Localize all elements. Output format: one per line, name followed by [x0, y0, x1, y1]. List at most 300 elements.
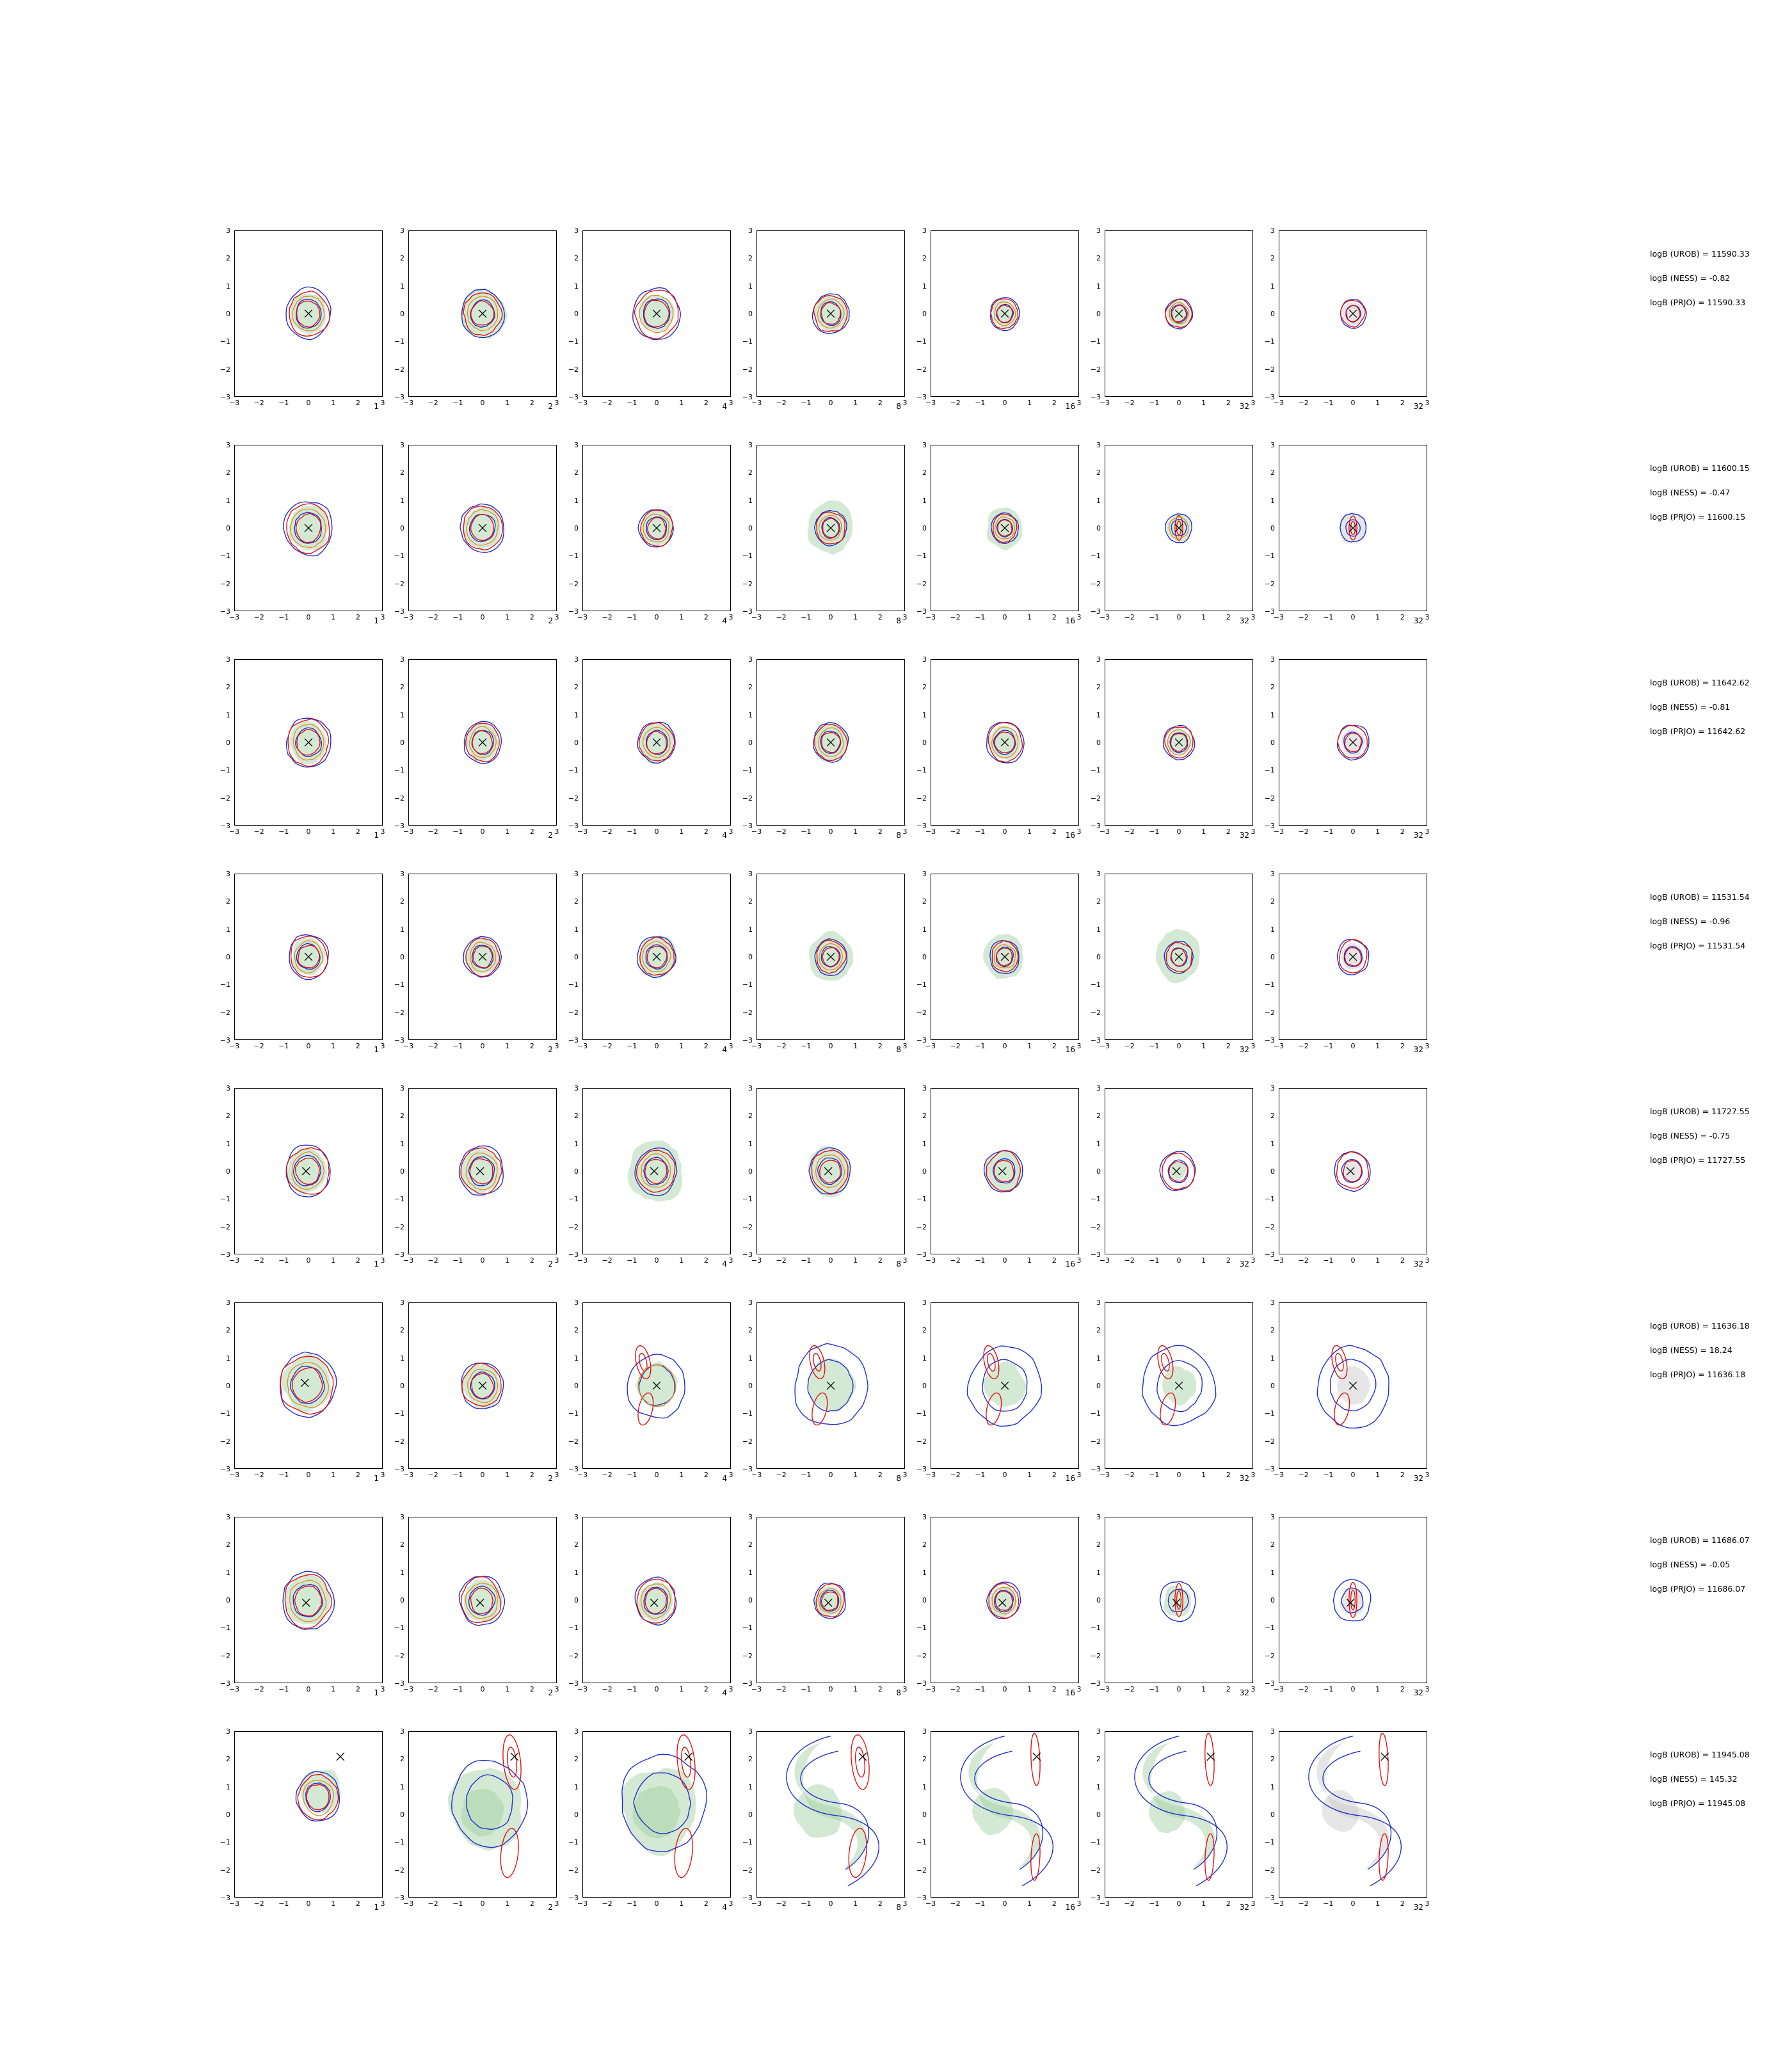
- true-value-marker: [511, 1753, 518, 1761]
- annotation-line: logB (UROB) = 11686.07: [1650, 1535, 1750, 1545]
- x-axis-ticks: [403, 1684, 559, 1695]
- x-tick-label: −3: [228, 1685, 240, 1693]
- plot-area: [234, 230, 383, 397]
- x-tickmark: [358, 396, 359, 397]
- y-tick-label: 1: [1270, 925, 1275, 934]
- x-tick-label: 1: [505, 1042, 510, 1050]
- x-tickmark: [931, 1039, 932, 1040]
- x-tick-label: 2: [1400, 1042, 1405, 1050]
- x-tickmark: [1105, 396, 1106, 397]
- x-tick-label: 1: [853, 1471, 858, 1479]
- y-tick-label: −3: [916, 822, 927, 830]
- x-tick-label: 0: [1350, 1471, 1356, 1479]
- y-tickmark: [582, 556, 583, 557]
- x-tickmark: [1030, 1039, 1031, 1040]
- y-tick-label: 0: [922, 1382, 927, 1390]
- x-tick-label: −1: [801, 1042, 812, 1050]
- x-tick-label: 2: [529, 1256, 534, 1265]
- x-tick-label: 2: [1226, 1685, 1231, 1693]
- x-tick-label: 3: [902, 1256, 908, 1265]
- x-tick-label: 1: [1027, 1900, 1032, 1908]
- x-tick-label: −3: [577, 613, 588, 621]
- y-tick-label: −2: [568, 579, 579, 588]
- x-tickmark: [508, 1468, 509, 1469]
- y-tick-label: −2: [742, 579, 753, 588]
- y-tick-label: 1: [748, 710, 753, 719]
- x-tick-label: 0: [1350, 828, 1356, 836]
- y-tick-label: −1: [916, 552, 927, 561]
- x-tick-label: 3: [728, 1256, 733, 1265]
- contour-panel: [385, 1084, 559, 1274]
- x-tick-label: −1: [452, 1471, 463, 1479]
- y-tickmark: [756, 370, 757, 371]
- x-tick-label: −3: [1099, 613, 1110, 621]
- x-axis-ticks: [577, 1256, 733, 1266]
- row-annotation: [1650, 1107, 1792, 1180]
- x-tick-label: 2: [877, 1042, 883, 1050]
- y-tick-label: −3: [394, 607, 404, 616]
- y-tick-label: 1: [922, 282, 927, 291]
- y-tick-label: −2: [568, 1437, 579, 1446]
- x-axis-ticks: [1273, 1899, 1430, 1909]
- panel-index-label: 16: [1065, 1260, 1075, 1268]
- y-tick-label: −2: [1090, 794, 1101, 803]
- x-tick-label: −2: [950, 399, 961, 407]
- y-tick-label: 1: [226, 1354, 230, 1363]
- y-tickmark: [756, 1116, 757, 1117]
- x-tickmark: [458, 1039, 459, 1040]
- y-tick-label: −1: [1090, 1624, 1101, 1633]
- y-tick-label: −1: [568, 1195, 579, 1204]
- y-tickmark: [408, 1199, 409, 1200]
- x-tick-label: −2: [1298, 828, 1309, 836]
- y-tick-label: 2: [1270, 1112, 1275, 1121]
- x-tick-label: 0: [1002, 1471, 1007, 1479]
- x-tickmark: [980, 1468, 981, 1469]
- y-tick-label: 2: [400, 683, 404, 692]
- x-tick-label: −3: [925, 1900, 936, 1908]
- x-tick-label: −3: [403, 1256, 414, 1265]
- y-tick-label: 2: [922, 1326, 927, 1335]
- y-tick-label: 3: [922, 1727, 927, 1736]
- x-tick-label: 1: [1027, 613, 1032, 621]
- x-tickmark: [483, 1897, 484, 1898]
- x-tick-label: 1: [1201, 1256, 1206, 1265]
- y-tick-label: 3: [1096, 1084, 1101, 1092]
- x-tickmark: [608, 825, 609, 826]
- y-tick-label: −1: [394, 1838, 404, 1847]
- x-tick-label: −1: [1323, 1900, 1334, 1908]
- x-tickmark: [682, 1897, 683, 1898]
- y-tick-label: 0: [748, 1167, 753, 1176]
- x-tick-label: −1: [975, 1042, 986, 1050]
- y-tick-label: 0: [1270, 1167, 1275, 1176]
- x-tick-label: 3: [1251, 828, 1256, 836]
- contour-panel: [1082, 1513, 1256, 1702]
- x-tick-label: 3: [1425, 1900, 1430, 1908]
- x-tick-label: −1: [278, 1471, 289, 1479]
- y-tick-label: 0: [226, 1596, 230, 1604]
- plot-area: [1279, 659, 1427, 826]
- x-tick-label: 1: [1027, 828, 1032, 836]
- y-tick-label: −3: [394, 1036, 404, 1044]
- y-tick-label: −1: [220, 552, 230, 561]
- x-tick-label: −1: [975, 613, 986, 621]
- plot-area: [1279, 230, 1427, 397]
- x-tickmark: [284, 1039, 285, 1040]
- x-tick-label: 2: [1226, 1471, 1231, 1479]
- x-tick-label: −3: [403, 828, 414, 836]
- x-tick-label: −2: [602, 1471, 612, 1479]
- x-tick-label: −2: [776, 1256, 787, 1265]
- annotation-line: logB (NESS) = -0.47: [1650, 488, 1731, 497]
- y-tickmark: [234, 985, 235, 986]
- y-tickmark: [582, 1545, 583, 1546]
- x-tickmark: [309, 1039, 310, 1040]
- y-tick-label: 3: [226, 1084, 230, 1092]
- x-tick-label: 0: [306, 1042, 311, 1050]
- plot-area: [756, 874, 905, 1040]
- x-tick-label: 1: [679, 1256, 684, 1265]
- y-tick-label: 2: [400, 1755, 404, 1764]
- y-tick-label: −3: [220, 1679, 230, 1688]
- panel-index-label: 2: [548, 1474, 553, 1483]
- y-tick-label: −3: [1264, 1251, 1275, 1259]
- y-tick-label: 2: [922, 1755, 927, 1764]
- y-tick-label: 0: [1270, 1382, 1275, 1390]
- x-tickmark: [1005, 1468, 1006, 1469]
- y-tick-label: 1: [922, 496, 927, 505]
- contour-panel: [733, 655, 908, 845]
- y-tick-label: 1: [922, 710, 927, 719]
- panel-index-label: 16: [1065, 1474, 1075, 1483]
- x-tickmark: [806, 396, 807, 397]
- contour-panel: [211, 1084, 385, 1274]
- y-tick-label: 3: [1096, 441, 1101, 449]
- x-tick-label: −1: [627, 1042, 637, 1050]
- x-tick-label: 0: [654, 1685, 659, 1693]
- y-tick-label: −2: [1090, 579, 1101, 588]
- y-tick-label: 1: [226, 1782, 230, 1791]
- y-tick-label: 3: [922, 655, 927, 664]
- y-tickmark: [582, 957, 583, 958]
- x-tickmark: [657, 1897, 658, 1898]
- y-tick-label: −1: [220, 337, 230, 346]
- annotation-line: logB (PRJO) = 11945.08: [1650, 1798, 1746, 1808]
- x-axis-ticks: [751, 1684, 908, 1695]
- panel-index-label: 8: [896, 1903, 901, 1912]
- plot-area: [1279, 1517, 1427, 1683]
- x-tick-label: −1: [1149, 1471, 1160, 1479]
- y-tick-label: 0: [226, 1811, 230, 1819]
- y-tick-label: −2: [742, 1651, 753, 1660]
- x-tickmark: [458, 1468, 459, 1469]
- x-tick-label: −1: [452, 1042, 463, 1050]
- panel-index-label: 2: [548, 616, 553, 625]
- x-tick-label: −2: [1124, 828, 1135, 836]
- y-tickmark: [582, 743, 583, 744]
- x-tick-label: 3: [1251, 613, 1256, 621]
- y-tick-label: 3: [1096, 1727, 1101, 1736]
- y-tickmark: [408, 1628, 409, 1629]
- y-tick-label: −1: [568, 766, 579, 775]
- y-tick-label: 3: [226, 441, 230, 449]
- x-tick-label: −2: [253, 1471, 264, 1479]
- x-tick-label: −3: [751, 613, 762, 621]
- x-tick-label: −2: [776, 1685, 787, 1693]
- y-tick-label: 3: [922, 870, 927, 878]
- x-tickmark: [1403, 396, 1404, 397]
- y-tick-label: −2: [916, 1437, 927, 1446]
- x-tick-label: −3: [925, 1471, 936, 1479]
- y-tickmark: [756, 743, 757, 744]
- x-tickmark: [1105, 1039, 1106, 1040]
- x-tick-label: −1: [1323, 1471, 1334, 1479]
- y-tick-label: 3: [400, 441, 404, 449]
- y-tick-label: −2: [916, 1008, 927, 1017]
- plot-area: [1105, 1088, 1253, 1254]
- x-tick-label: 0: [1002, 613, 1007, 621]
- x-tick-label: 2: [355, 1042, 360, 1050]
- x-tick-label: −1: [278, 1900, 289, 1908]
- y-tick-label: −1: [742, 1195, 753, 1204]
- y-tick-label: −1: [1264, 766, 1275, 775]
- x-axis-ticks: [925, 1256, 1082, 1266]
- y-tick-label: 2: [226, 897, 230, 906]
- x-axis-ticks: [228, 1684, 385, 1695]
- x-tickmark: [632, 825, 633, 826]
- y-tickmark: [582, 314, 583, 315]
- y-tick-label: 2: [1270, 1540, 1275, 1549]
- y-tick-label: 1: [1096, 710, 1101, 719]
- y-tick-label: −1: [220, 1838, 230, 1847]
- plot-area: [408, 874, 557, 1040]
- y-tick-label: 2: [748, 1540, 753, 1549]
- y-tick-label: 2: [226, 468, 230, 477]
- plot-area: [931, 1517, 1079, 1683]
- y-tick-label: −3: [1090, 1679, 1101, 1688]
- x-tick-label: 2: [355, 828, 360, 836]
- plot-area: [1279, 1731, 1427, 1898]
- panel-index-label: 8: [896, 616, 901, 625]
- plot-area: [234, 1302, 383, 1469]
- y-tickmark: [408, 874, 409, 875]
- x-tick-label: 1: [1201, 1900, 1206, 1908]
- x-axis-ticks: [751, 612, 908, 623]
- y-tick-label: −2: [220, 1222, 230, 1231]
- x-tick-label: −1: [627, 613, 637, 621]
- panel-index-label: 16: [1065, 616, 1075, 625]
- x-tick-label: −1: [627, 828, 637, 836]
- y-tickmark: [234, 1303, 235, 1304]
- x-tick-label: −1: [801, 1256, 812, 1265]
- y-tick-label: 2: [226, 1326, 230, 1335]
- contour-panel: [1082, 227, 1256, 416]
- plot-area: [582, 230, 731, 397]
- plot-area: [234, 1517, 383, 1683]
- x-tick-label: 1: [505, 613, 510, 621]
- x-tick-label: −3: [751, 1256, 762, 1265]
- annotation-line: logB (NESS) = -0.82: [1650, 273, 1731, 283]
- x-tick-label: −1: [1323, 828, 1334, 836]
- x-tick-label: −3: [403, 399, 414, 407]
- y-tick-label: 2: [226, 254, 230, 263]
- x-axis-ticks: [925, 1041, 1082, 1052]
- y-tickmark: [408, 1442, 409, 1443]
- x-tick-label: −2: [776, 613, 787, 621]
- y-tick-label: −3: [1090, 1251, 1101, 1259]
- x-tick-label: 2: [703, 1685, 708, 1693]
- y-tickmark: [234, 1386, 235, 1387]
- x-tick-label: 3: [554, 1256, 559, 1265]
- x-tick-label: 1: [853, 828, 858, 836]
- y-tickmark: [234, 957, 235, 958]
- x-axis-ticks: [403, 1899, 559, 1909]
- y-tickmark: [582, 687, 583, 688]
- y-tick-label: 0: [1096, 739, 1101, 747]
- y-tick-label: 2: [574, 1540, 579, 1549]
- y-tick-label: 2: [400, 1112, 404, 1121]
- panel-index-label: 8: [896, 1260, 901, 1268]
- x-tickmark: [608, 1897, 609, 1898]
- y-tick-label: 0: [922, 953, 927, 961]
- y-tick-label: 1: [1270, 710, 1275, 719]
- y-tickmark: [756, 1656, 757, 1657]
- y-tickmark: [756, 1199, 757, 1200]
- y-tickmark: [234, 231, 235, 232]
- x-tickmark: [334, 1468, 335, 1469]
- x-tickmark: [434, 825, 435, 826]
- x-tickmark: [583, 1897, 584, 1898]
- y-tick-label: −3: [220, 1894, 230, 1902]
- x-tick-label: 0: [480, 1900, 485, 1908]
- x-tick-label: 3: [728, 828, 733, 836]
- y-tick-label: 1: [748, 496, 753, 505]
- x-axis-ticks: [751, 1041, 908, 1052]
- x-tick-label: −1: [278, 1685, 289, 1693]
- y-tick-label: 0: [574, 739, 579, 747]
- x-tickmark: [483, 1468, 484, 1469]
- y-tick-label: 2: [1270, 683, 1275, 692]
- y-tick-label: −1: [742, 1409, 753, 1418]
- x-tick-label: −3: [1099, 1685, 1110, 1693]
- y-tick-label: −1: [916, 980, 927, 989]
- x-tick-label: −1: [452, 399, 463, 407]
- x-tickmark: [856, 1897, 857, 1898]
- x-tickmark: [931, 1897, 932, 1898]
- x-tick-label: −2: [428, 1685, 438, 1693]
- y-tickmark: [756, 1303, 757, 1304]
- y-tick-label: 3: [574, 870, 579, 878]
- y-tick-label: 2: [922, 254, 927, 263]
- x-axis-ticks: [1099, 1470, 1256, 1480]
- plot-area: [582, 874, 731, 1040]
- row-annotation: [1650, 893, 1792, 966]
- panel-index-label: 32: [1239, 1688, 1249, 1697]
- y-tick-label: 2: [748, 1755, 753, 1764]
- y-tickmark: [234, 1517, 235, 1518]
- x-tickmark: [434, 1039, 435, 1040]
- y-tick-label: −2: [742, 365, 753, 374]
- contour-panel: [559, 655, 733, 845]
- plot-area: [931, 874, 1079, 1040]
- y-tickmark: [582, 1303, 583, 1304]
- y-tick-label: 3: [574, 441, 579, 449]
- y-tick-label: 1: [1096, 1139, 1101, 1148]
- x-tickmark: [831, 396, 832, 397]
- x-tick-label: −2: [602, 1256, 612, 1265]
- y-tick-label: −3: [1090, 1465, 1101, 1473]
- x-tick-label: 1: [1027, 1256, 1032, 1265]
- x-tick-label: −3: [925, 1256, 936, 1265]
- x-tick-label: 1: [853, 399, 858, 407]
- x-tick-label: 0: [1176, 1042, 1181, 1050]
- y-tick-label: −1: [1090, 766, 1101, 775]
- plot-area: [1105, 230, 1253, 397]
- y-tick-label: −1: [1090, 552, 1101, 561]
- x-tickmark: [1403, 1039, 1404, 1040]
- x-tickmark: [284, 1897, 285, 1898]
- x-tickmark: [1130, 1897, 1131, 1898]
- x-tickmark: [782, 1897, 783, 1898]
- x-tickmark: [235, 1039, 236, 1040]
- y-tick-label: −3: [394, 1251, 404, 1259]
- plot-area: [582, 1302, 731, 1469]
- plot-area: [582, 1088, 731, 1254]
- plot-area: [582, 659, 731, 826]
- x-tickmark: [757, 825, 758, 826]
- x-tick-label: 1: [1375, 399, 1380, 407]
- y-tick-label: 1: [1270, 1568, 1275, 1577]
- x-tick-label: −2: [776, 1042, 787, 1050]
- x-tick-label: 0: [1176, 828, 1181, 836]
- y-tick-label: 1: [1270, 282, 1275, 291]
- y-tick-label: −3: [1264, 1679, 1275, 1688]
- x-tick-label: −1: [975, 1471, 986, 1479]
- y-tickmark: [234, 501, 235, 502]
- x-tickmark: [508, 1897, 509, 1898]
- contour-panel: [559, 441, 733, 630]
- y-tickmark: [756, 1545, 757, 1546]
- y-tickmark: [234, 1442, 235, 1443]
- x-axis-ticks: [228, 827, 385, 837]
- x-tick-label: 0: [480, 1685, 485, 1693]
- y-tickmark: [582, 445, 583, 446]
- x-tickmark: [1005, 825, 1006, 826]
- x-axis-ticks: [1099, 398, 1256, 408]
- x-tick-label: 3: [554, 1471, 559, 1479]
- x-tickmark: [782, 1468, 783, 1469]
- x-tickmark: [1005, 1039, 1006, 1040]
- y-tickmark: [756, 1573, 757, 1574]
- x-tickmark: [483, 825, 484, 826]
- y-tick-label: 1: [574, 925, 579, 934]
- x-tickmark: [1130, 1468, 1131, 1469]
- x-tickmark: [1403, 825, 1404, 826]
- x-tick-label: 2: [877, 828, 883, 836]
- y-tick-label: 0: [922, 1596, 927, 1604]
- y-tick-label: 2: [922, 1540, 927, 1549]
- x-tick-label: 0: [306, 1471, 311, 1479]
- x-tickmark: [309, 396, 310, 397]
- y-tickmark: [756, 1517, 757, 1518]
- y-tick-label: 2: [748, 1326, 753, 1335]
- y-tick-label: 2: [748, 897, 753, 906]
- y-tick-label: −1: [916, 1409, 927, 1418]
- y-tickmark: [582, 1815, 583, 1816]
- contour-panel: [559, 1299, 733, 1488]
- x-tick-label: −1: [627, 1471, 637, 1479]
